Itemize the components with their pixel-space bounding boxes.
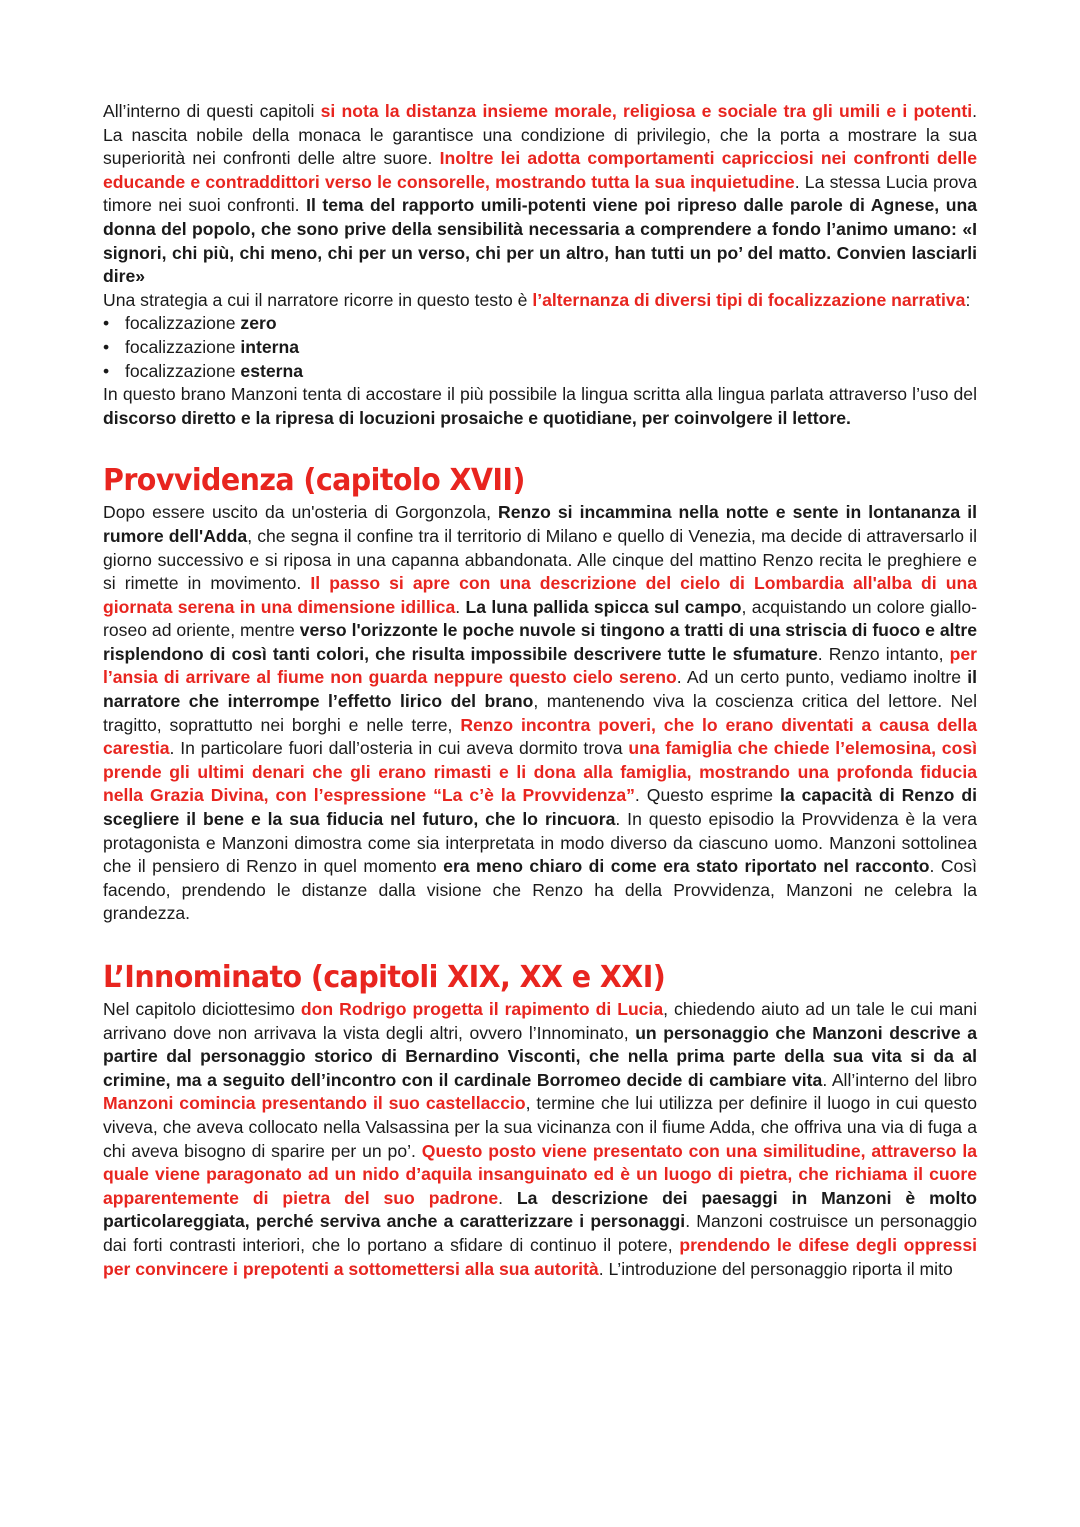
intro-paragraph-2: Una strategia a cui il narratore ricorre in questo testo è l’alternanza di diversi tipi di focalizzazione narrativa:: [103, 289, 971, 310]
section-heading-provvidenza: Provvidenza (capitolo XVII): [103, 463, 525, 499]
provvidenza-paragraph: Dopo essere uscito da un'osteria di Gorgonzola, Renzo si incammina nella notte e sente in lontananza il rumore dell'Adda, che segna il confine tra il territorio di Milano e quello di Venezia, ma decide di attraversarlo il giorno successivo e si riposa in una capanna abbandonata. Alle cinque del mattino Renzo recita le preghiere e si rimette in movimento. Il passo si apre con una descrizione del cielo di Lombardia all'alba di una giornata serena in una dimensione idillica. La luna pallida spicca sul campo, acquistando un colore giallo-roseo ad oriente, mentre verso l'orizzonte le poche nuvole si tingono a tratti di una striscia di fuoco e altre risplendono di così tanti colori, che risulta impossibile descrivere tutte le sfumature. Renzo intanto, per l’ansia di arrivare al fiume non guarda neppure questo cielo sereno. Ad un certo punto, vediamo inoltre il narratore che interrompe l’effetto lirico del brano, mantenendo viva la coscienza critica del lettore. Nel tragitto, soprattutto nei borghi e nelle terre, Renzo incontra poveri, che lo erano diventati a causa della carestia. In particolare fuori dall’osteria in cui aveva dormito trova una famiglia che chiede l’elemosina, così prende gli ultimi denari che gli erano rimasti e li dona alla famiglia, mostrando una profonda fiducia nella Grazia Divina, con l’espressione “La c’è la Provvidenza”. Questo esprime la capacità di Renzo di scegliere il bene e la sua fiducia nel futuro, che lo rincuora. In questo episodio la Provvidenza è la vera protagonista e Manzoni dimostra come sia interpretata in modo diverso da ciascuno uomo. Manzoni sottolinea che il pensiero di Renzo in quel momento era meno chiaro di come era stato riportato nel racconto. Così facendo, prendendo le distanze dalla visione che Renzo ha della Provvidenza, Manzoni ne celebra la grandezza.: [103, 502, 978, 924]
list-item: • focalizzazione zero: [103, 312, 977, 336]
list-item: • focalizzazione esterna: [103, 360, 977, 384]
bullet-icon: •: [103, 360, 110, 381]
list-item: • focalizzazione interna: [103, 336, 977, 360]
innominato-paragraph: Nel capitolo diciottesimo don Rodrigo progetta il rapimento di Lucia, chiedendo aiuto ad un tale le cui mani arrivano dove non arrivava la vista degli altri, ovvero l’Innominato, un personaggio che Manzoni descrive a partire dal personaggio storico di Bernardino Visconti, che nella prima parte della sua vita si da al crimine, ma a seguito dell’incontro con il cardinale Borromeo decide di cambiare vita. All’interno del libro Manzoni comincia presentando il suo castellaccio, termine che lui utilizza per definire il luogo in cui questo viveva, che aveva collocato nella Valsassina per la sua vicinanza con il fiume Adda, che offriva una via di fuga a chi aveva bisogno di sparire per un po’. Questo posto viene presentato con una similitudine, attraverso la quale viene paragonato ad un nido d’aquila insanguinato ed è un luogo di pietra, che richiama il cuore apparentemente di pietra del suo padrone. La descrizione dei paesaggi in Manzoni è molto particolareggiata, perché serviva anche a caratterizzare i personaggi. Manzoni costruisce un personaggio dai forti contrasti interiori, che lo portano a sfidare di continuo il potere, prendendo le difese degli oppressi per convincere i prepotenti a sottomettersi alla sua autorità. L’introduzione del personaggio riporta il mito: [103, 999, 978, 1279]
intro-paragraph-3: In questo brano Manzoni tenta di accostare il più possibile la lingua scritta alla lingua parlata attraverso l’uso del discorso diretto e la ripresa di locuzioni prosaiche e quotidiane, per coinvolgere il lettore.: [103, 384, 977, 428]
section-heading-innominato: L’Innominato (capitoli XIX, XX e XXI): [103, 960, 666, 995]
intro-paragraph-1: All’interno di questi capitoli si nota la distanza insieme morale, religiosa e sociale tra gli umili e i potenti. La nascita nobile della monaca le garantisce una condizione di privilegio, che la porta a mostrare la sua superiorità nei confronti delle altre suore. Inoltre lei adotta comportamenti capricciosi nei confronti delle educande e contraddittori verso le consorelle, mostrando tutta la sua inquietudine. La stessa Lucia prova timore nei suoi confronti. Il tema del rapporto umili-potenti viene poi ripreso dalle parole di Agnese, una donna del popolo, che sono prive della sensibilità necessaria a comprendere a fondo l’animo umano: «I signori, chi più, chi meno, chi per un verso, chi per un altro, han tutti un po’ del matto. Convien lasciarli dire»: [103, 101, 978, 287]
bullet-icon: •: [103, 313, 110, 334]
bullet-icon: •: [103, 336, 110, 357]
focalization-list: [103, 312, 977, 383]
document-page: [103, 100, 977, 1281]
